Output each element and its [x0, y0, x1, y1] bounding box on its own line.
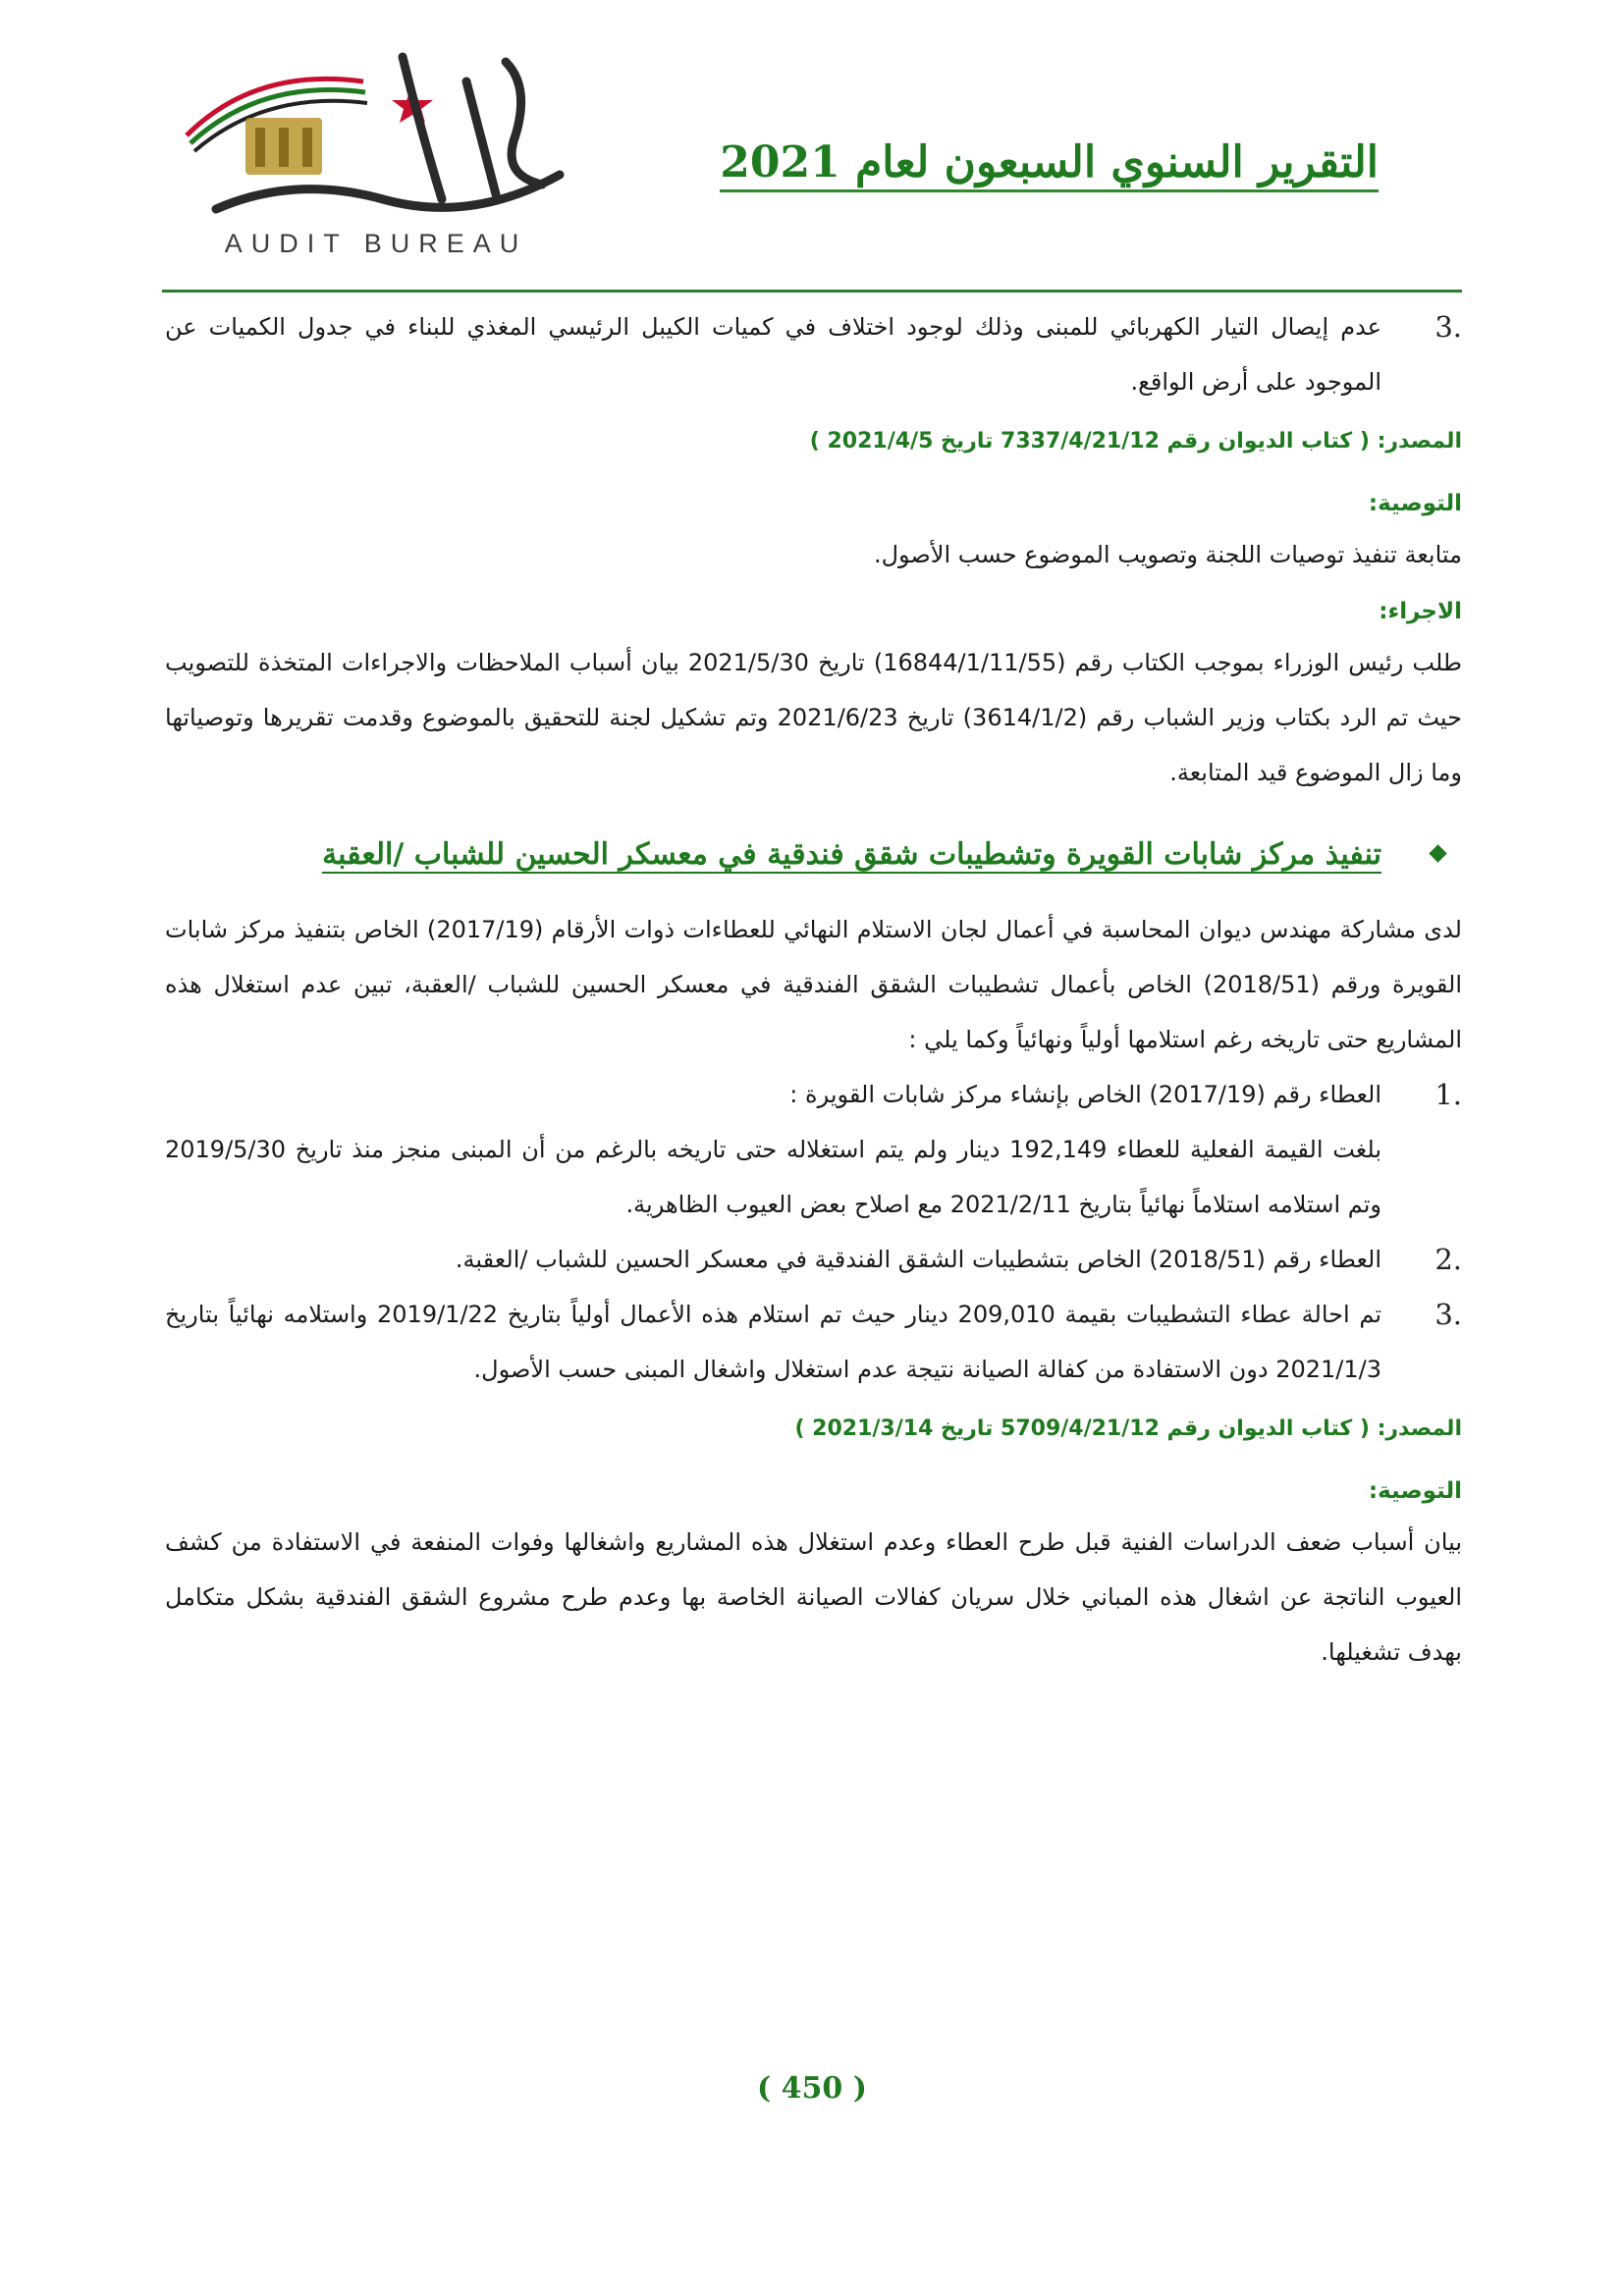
report-title: التقرير السنوي السبعون لعام 2021 — [720, 137, 1379, 192]
logo-latin-text: AUDIT BUREAU — [224, 229, 528, 258]
list-item-text: عدم إيصال التيار الكهربائي للمبنى وذلك لوجود اختلاف في كميات الكيبل الرئيسي المغذي للبناء في جدول الكميات عن الموجود على أرض الواقع. — [165, 313, 1381, 396]
recommendation-label: التوصية: — [1368, 1478, 1462, 1504]
list-item-text: بلغت القيمة الفعلية للعطاء 192,149 دينار ولم يتم استغلاله حتى تاريخه بالرغم من أن المبنى منجز منذ تاريخ 2019/5/30 وتم استلامه استلاماً نهائياً بتاريخ 2021/2/11 مع اصلاح بعض العيوب الظاهرية. — [165, 1136, 1382, 1218]
section-heading — [165, 826, 1462, 884]
source-reference: المصدر: ( كتاب الديوان رقم 5709/4/21/12 تاريخ 2021/3/14 ) — [794, 1416, 1462, 1441]
action-text: طلب رئيس الوزراء بموجب الكتاب رقم (16844/1/11/55) تاريخ 2021/5/30 بيان أسباب الملاحظات والاجراءات المتخذة للتصويب حيث تم الرد بكتاب وزير الشباب رقم (3614/1/2) تاريخ 2021/6/23 وتم تشكيل لجنة للتحقيق بالموضوع وقدمت تقريرها وتوصياتها وما زال الموضوع قيد المتابعة. — [165, 649, 1462, 786]
list-item-text: العطاء رقم (2018/51) الخاص بتشطيبات الشقق الفندقية في معسكر الحسين للشباب /العقبة. — [455, 1246, 1381, 1273]
recommendation-label: التوصية: — [1368, 491, 1462, 516]
list-item-text: العطاء رقم (2017/19) الخاص بإنشاء مركز شابات القويرة : — [789, 1081, 1381, 1108]
list-item — [165, 1067, 1462, 1122]
recommendation-text: متابعة تنفيذ توصيات اللجنة وتصويب الموضوع حسب الأصول. — [873, 541, 1462, 568]
report-content — [165, 299, 1462, 1680]
section-heading-text: تنفيذ مركز شابات القويرة وتشطيبات شقق فندقية في معسكر الحسين للشباب /العقبة — [322, 837, 1381, 872]
recommendation-text: بيان أسباب ضعف الدراسات الفنية قبل طرح العطاء وعدم استغلال هذه المشاريع واشغالها وفوات المنفعة في الاستفادة من كشف العيوب الناتجة عن اشغال هذه المباني خلال سريان كفالات الصيانة الخاصة بها وعدم طرح مشروع الشقق الفندقية بشكل متكامل بهدف تشغيلها. — [165, 1528, 1462, 1666]
list-item-text: تم احالة عطاء التشطيبات بقيمة 209,010 دينار حيث تم استلام هذه الأعمال أولياً بتاريخ 2019/1/22 واستلامه نهائياً بتاريخ 2021/1/3 دون الاستفادة من كفالة الصيانة نتيجة عدم استغلال واشغال المبنى حسب الأصول. — [165, 1301, 1382, 1383]
list-item — [165, 299, 1462, 409]
list-item-number: 2. — [1435, 1243, 1462, 1276]
section-intro: لدى مشاركة مهندس ديوان المحاسبة في أعمال لجان الاستلام النهائي للعطاءات ذوات الأرقام (2017/19) الخاص بتنفيذ مركز شابات القويرة ورقم (2018/51) الخاص بأعمال تشطيبات الشقق الفندقية في معسكر الحسين للشباب /العقبة، تبين عدم استغلال هذه المشاريع حتى تاريخه رغم استلامها أولياً ونهائياً وكما يلي : — [165, 916, 1463, 1053]
header-divider — [162, 290, 1462, 293]
list-item — [165, 1232, 1462, 1287]
list-item-number: 1. — [1435, 1078, 1462, 1111]
audit-bureau-logo — [177, 27, 569, 258]
list-item-number: 3. — [1435, 1298, 1462, 1331]
list-item-number: 3. — [1435, 310, 1462, 344]
diamond-bullet-icon — [1429, 844, 1446, 862]
list-item — [165, 1287, 1462, 1397]
page-number: ( 450 ) — [757, 2071, 867, 2106]
list-item-continuation — [165, 1122, 1462, 1232]
source-reference: المصدر: ( كتاب الديوان رقم 7337/4/21/12 تاريخ 2021/4/5 ) — [809, 429, 1462, 454]
page-header — [0, 0, 1624, 294]
audit-bureau-emblem-icon — [177, 27, 569, 229]
action-label: الاجراء: — [1379, 599, 1462, 624]
